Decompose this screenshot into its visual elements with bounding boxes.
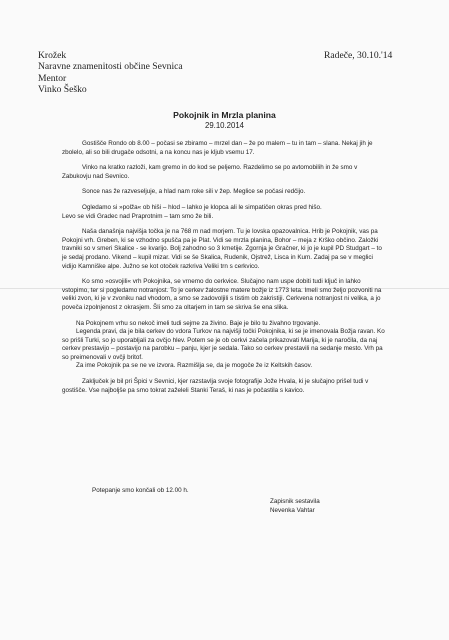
document-title: Pokojnik in Mrzla planina bbox=[173, 110, 276, 120]
signature-name: Nevenka Vahtar bbox=[270, 506, 315, 514]
paragraph-transport: Vinko na kratko razloži, kam gremo in do kod se peljemo. Razdelimo se po avtomobilih in že smo v Zabukovju nad Sevnico. bbox=[62, 164, 358, 180]
header-club-topic: Naravne znamenitosti občine Sevnica bbox=[38, 61, 183, 73]
paragraph-weather: Sonce nas že razveseljuje, a hlad nam roke sili v žep. Meglice se počasi redčijo. bbox=[82, 188, 306, 196]
paragraph-church: Ko smo »osvojili« vrh Pokojnika, se vrnemo do cerkvice. Slučajno nam uspe dobiti tudi ključ in lahko vstopimo, ter si pogledamo notranjost. To je cerkev žalostne matere božje iz 1773 leta. Imeli smo željo pozvoniti na veliki zvon, ki je v zvoniku nad vhodom, a smo se zadovoljili s tistim ob zakristiji. Cerkvena notranjost ni velika, a jo poveča izpolnjenost z okrasjem. Šli smo za oltarjem in tam se skriva še ena slika. bbox=[62, 278, 382, 311]
paragraph-conclusion: Zaključek je bil pri Špici v Sevnici, kjer razstavlja svoje fotografije Jože Hvala, ki je slučajno prišel tudi v gostišče. Vse najboljše pa smo tokrat zaželeli Stanki Teraš, ki nas je počastila s kavico. bbox=[62, 378, 369, 394]
header-mentor-label: Mentor bbox=[38, 72, 67, 84]
document-date: 29.10.2014 bbox=[204, 121, 245, 130]
closing-line: Potepanje smo končali ob 12.00 h. bbox=[92, 487, 189, 494]
paragraph-gradec: Levo se vidi Gradec nad Praprotnim – tam smo že bili. bbox=[62, 212, 214, 220]
report-body bbox=[62, 140, 388, 402]
club-header bbox=[38, 50, 183, 95]
paragraph-arrival: Gostišče Rondo ob 8.00 – počasi se zbiramo – mrzel dan – že po malem – tu in tam – slana. Nekaj jih je zbolelo, ali so bili drugače odsotni, a na koncu nas je kljub vsemu 17. bbox=[62, 140, 373, 156]
paragraph-legend: Legenda pravi, da je bila cerkev do vdora Turkov na najvišji točki Pokojnika, ki se je imenovala Božja ravan. Ko so prišli Turki, so jo uporabljali za ovčjo hlev. Potem se je ob cerkvi začela prikazovati Marija, ki je naročila, da naj cerkev prestavijo – postavijo na parobku – panju, kjer je sedala. Tako so cerkev prestavili na sedanje mesto. Vrh pa so preimenovali v ovčji britof. bbox=[62, 328, 385, 361]
header-club-name: Krožek bbox=[38, 50, 67, 61]
paragraph-snail-log: Ogledamo si »polža« ob hiši – hlod – lahko je klopca ali le simpatičen okras pred hišo. bbox=[82, 203, 322, 211]
header-mentor-name: Vinko Šeško bbox=[38, 83, 87, 95]
paragraph-summit-view: Naša današnja najvišja točka je na 768 m nad morjem. Tu je lovska opazovalnica. Hrib je Pokojnik, vas pa Pokojni vrh. Greben, ki se vzhodno spušča pa je Plat. Vidi se mrzla planina, Bohor – meja z Krško občino. Založki travniki so v smeri Skalice - se kvarijo. Bolj zahodno so 3 kmetije. Zgornja je Gračner, ki jo je kupil PD Studgart – to je sedaj prodano. Vikend – kupil mizar. Vidi se še Skalica, Rudenik, Ojstrež, Lisca in Kum. Zadaj pa se v meglici vidijo Kamniške alpe. Južno se kot otoček razkriva Veliki trn s cerkvico. bbox=[62, 228, 382, 270]
signature-block bbox=[270, 498, 320, 515]
paragraph-name-origin: Za ime Pokojnik pa se ne ve izvora. Razmišlja se, da je mogoče že iz Keltskih časov. bbox=[76, 362, 313, 370]
signature-role: Zapisnik sestavila bbox=[270, 498, 320, 505]
paragraph-fairs: Na Pokojnem vrhu so nekoč imeli tudi sejme za živino. Baje je bilo tu živahno trgovanje. bbox=[76, 319, 321, 327]
place-and-date: Radeče, 30.10.'14 bbox=[324, 50, 393, 61]
